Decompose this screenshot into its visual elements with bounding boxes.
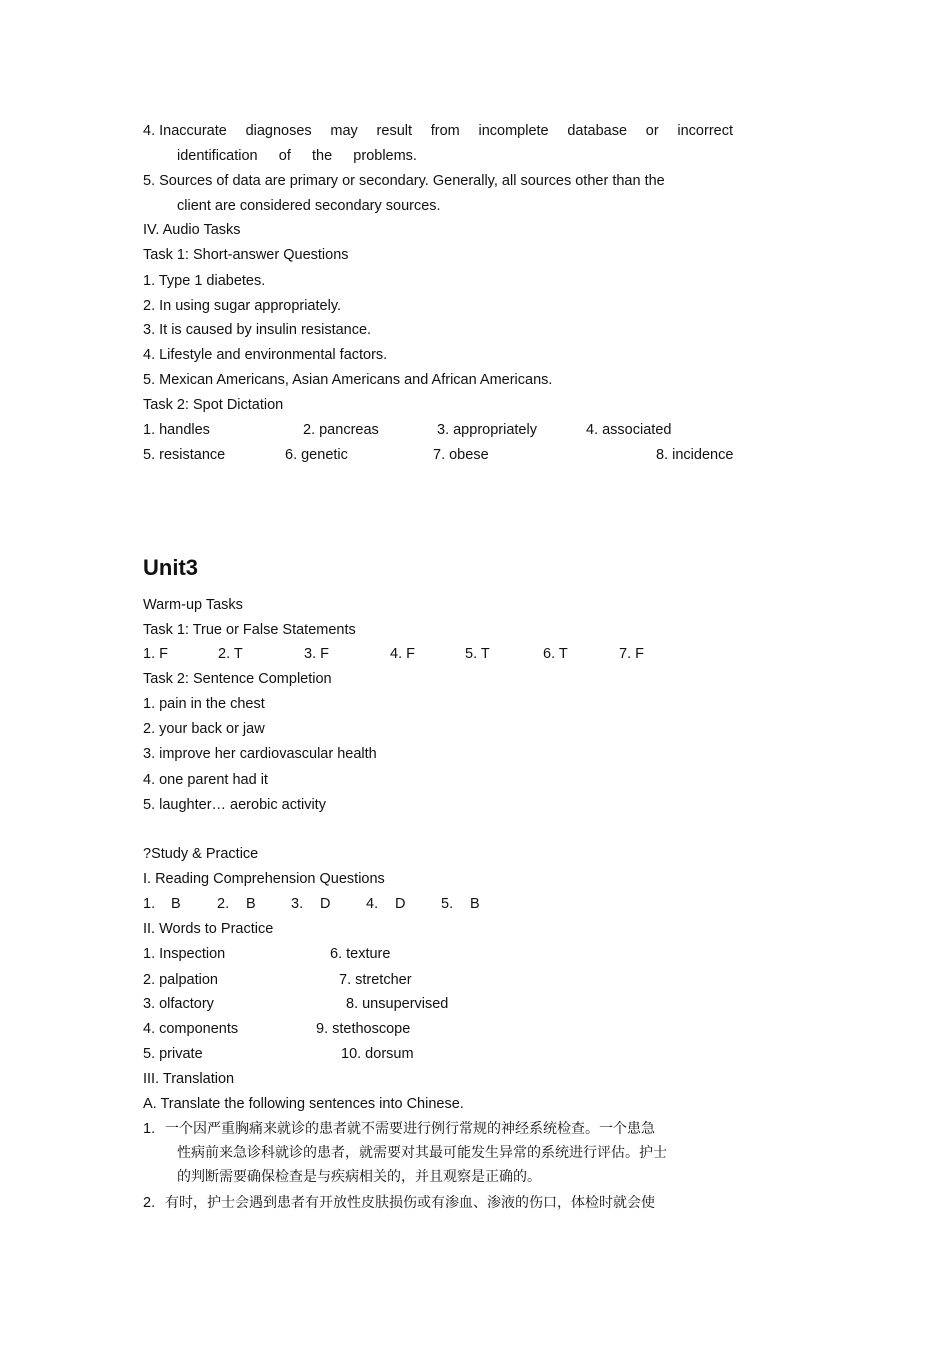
dictation-answer: 3. appropriately — [437, 422, 537, 438]
list-item: 2. your back or jaw — [143, 721, 265, 737]
question-number: 5. — [441, 896, 454, 912]
section-heading: ?Study & Practice — [143, 846, 259, 862]
tf-answer: 7. F — [619, 646, 644, 662]
list-item: 1. Type 1 diabetes. — [143, 273, 266, 289]
mc-answer: D — [395, 896, 406, 912]
dictation-answer: 7. obese — [433, 447, 489, 463]
question-number: 3. — [291, 896, 304, 912]
section-heading: IV. Audio Tasks — [143, 222, 241, 238]
task-title: Task 1: Short-answer Questions — [143, 247, 349, 263]
tf-answer: 5. T — [465, 646, 490, 662]
word-answer: 5. private — [143, 1046, 203, 1062]
list-item: 2. In using sugar appropriately. — [143, 298, 342, 314]
word: result — [376, 123, 413, 139]
word: from — [430, 123, 460, 139]
translation-line: 有时，护士会遇到患者有开放性皮肤损伤或有渗血、渗液的伤口，体检时就会使 — [165, 1195, 655, 1211]
word-answer: 9. stethoscope — [316, 1021, 411, 1037]
tf-answer: 2. T — [218, 646, 243, 662]
question-number: 1. — [143, 896, 156, 912]
mc-answer: B — [246, 896, 256, 912]
translation-line: 的判断需要确保检查是与疾病相关的，并且观察是正确的。 — [177, 1169, 541, 1185]
list-item: 3. It is caused by insulin resistance. — [143, 322, 372, 338]
word: database — [567, 123, 628, 139]
list-item: 4. Lifestyle and environmental factors. — [143, 347, 388, 363]
word: may — [330, 123, 358, 139]
dictation-answer: 8. incidence — [656, 447, 734, 463]
mc-answer: B — [470, 896, 480, 912]
task-title: Task 2: Spot Dictation — [143, 397, 284, 413]
dictation-answer: 4. associated — [586, 422, 672, 438]
word-answer: 7. stretcher — [339, 972, 412, 988]
answer-5-continuation: client are considered secondary sources. — [177, 198, 441, 214]
word-answer: 6. texture — [330, 946, 391, 962]
dictation-answer: 6. genetic — [285, 447, 348, 463]
word-answer: 1. Inspection — [143, 946, 226, 962]
word: incorrect — [677, 123, 733, 139]
word-answer: 10. dorsum — [341, 1046, 414, 1062]
instruction: A. Translate the following sentences into Chinese. — [143, 1096, 464, 1112]
list-item: 4. one parent had it — [143, 772, 268, 788]
unit-title: Unit3 — [143, 555, 198, 580]
dictation-answer: 1. handles — [143, 422, 210, 438]
word-answer: 2. palpation — [143, 972, 218, 988]
dictation-answer: 5. resistance — [143, 447, 226, 463]
question-number: 1. — [143, 1121, 156, 1137]
dictation-answer: 2. pancreas — [303, 422, 379, 438]
tf-answer: 3. F — [304, 646, 329, 662]
translation-line: 性病前来急诊科就诊的患者，就需要对其最可能发生异常的系统进行评估。护士 — [177, 1145, 667, 1161]
word: or — [645, 123, 659, 139]
question-number: 4. — [366, 896, 379, 912]
mc-answer: D — [320, 896, 331, 912]
answer-5-line: 5. Sources of data are primary or secondary. Generally, all sources other than the — [143, 173, 665, 189]
task-title: I. Reading Comprehension Questions — [143, 871, 385, 887]
tf-answer: 6. T — [543, 646, 568, 662]
list-item: 5. laughter… aerobic activity — [143, 797, 326, 813]
task-title: II. Words to Practice — [143, 921, 274, 937]
answer-4-continuation — [177, 147, 417, 165]
mc-answer: B — [171, 896, 181, 912]
translation-line: 一个因严重胸痛来就诊的患者就不需要进行例行常规的神经系统检查。一个患急 — [165, 1121, 655, 1137]
question-number: 2. — [143, 1195, 156, 1211]
word: the — [311, 148, 333, 164]
word: of — [278, 148, 291, 164]
list-item: 1. pain in the chest — [143, 696, 265, 712]
word: identification — [177, 148, 258, 164]
word: 4. Inaccurate — [143, 123, 227, 139]
task-title: III. Translation — [143, 1071, 235, 1087]
list-item: 3. improve her cardiovascular health — [143, 746, 377, 762]
tf-answer: 1. F — [143, 646, 168, 662]
word-answer: 4. components — [143, 1021, 239, 1037]
task-title: Task 2: Sentence Completion — [143, 671, 332, 687]
question-number: 2. — [217, 896, 230, 912]
word-answer: 3. olfactory — [143, 996, 214, 1012]
answer-4-line — [143, 122, 733, 140]
word-answer: 8. unsupervised — [346, 996, 449, 1012]
section-heading: Warm-up Tasks — [143, 597, 243, 613]
word: incomplete — [478, 123, 549, 139]
list-item: 5. Mexican Americans, Asian Americans and African Americans. — [143, 372, 553, 388]
task-title: Task 1: True or False Statements — [143, 622, 356, 638]
tf-answer: 4. F — [390, 646, 415, 662]
word: problems. — [353, 148, 417, 164]
word: diagnoses — [245, 123, 312, 139]
